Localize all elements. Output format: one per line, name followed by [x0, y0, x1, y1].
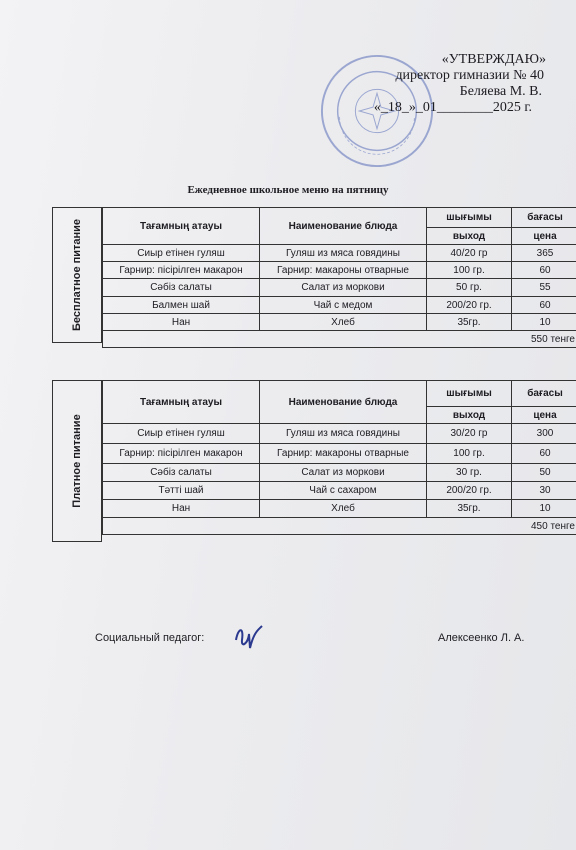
header-price-ru: цена [512, 407, 576, 424]
table-cell: Гарнир: макароны отварные [260, 262, 427, 279]
table-cell: Гуляш из мяса говядины [260, 424, 427, 444]
header-name-kz: Тағамның атауы [103, 208, 260, 245]
paid-menu-table [102, 380, 576, 535]
table-cell: 60 [512, 262, 576, 279]
handwritten-signature-icon [232, 620, 266, 654]
free-menu-total: 550 тенге [103, 331, 576, 348]
table-cell: 200/20 гр. [427, 482, 512, 500]
table-cell: 300 [512, 424, 576, 444]
table-cell: 30/20 гр [427, 424, 512, 444]
table-cell: 100 гр. [427, 262, 512, 279]
table-cell: 35гр. [427, 500, 512, 518]
approval-date: «_18_»_01________2025 г. [373, 100, 532, 115]
table-cell: Гарнир: макароны отварные [260, 444, 427, 464]
table-cell: Сиыр етінен гуляш [103, 245, 260, 262]
table-row [103, 482, 576, 500]
table-cell: Балмен шай [103, 297, 260, 314]
table-cell: 60 [512, 444, 576, 464]
table-cell: Чай с медом [260, 297, 427, 314]
total-row [103, 331, 576, 348]
paid-menu-block [52, 380, 576, 542]
table-cell: 365 [512, 245, 576, 262]
header-name-kz: Тағамның атауы [103, 381, 260, 424]
header-output-kz: шығымы [427, 208, 512, 228]
table-cell: Салат из моркови [260, 464, 427, 482]
paid-menu-total: 450 тенге [103, 518, 576, 535]
header-price-ru: цена [512, 228, 576, 245]
table-cell: Чай с сахаром [260, 482, 427, 500]
table-cell: 50 гр. [427, 279, 512, 297]
table-row [103, 262, 576, 279]
table-cell: 30 [512, 482, 576, 500]
total-row [103, 518, 576, 535]
signature-role: Социальный педагог: [95, 632, 205, 644]
table-cell: Сиыр етінен гуляш [103, 424, 260, 444]
table-cell: 35гр. [427, 314, 512, 331]
table-cell: Сәбіз салаты [103, 464, 260, 482]
free-menu-table [102, 207, 576, 348]
approval-heading: «УТВЕРЖДАЮ» [441, 52, 546, 67]
table-cell: 50 [512, 464, 576, 482]
header-price-kz: бағасы [512, 208, 576, 228]
table-cell: 60 [512, 297, 576, 314]
table-cell: 40/20 гр [427, 245, 512, 262]
table-cell: Нан [103, 500, 260, 518]
table-cell: Сәбіз салаты [103, 279, 260, 297]
table-row [103, 297, 576, 314]
table-row [103, 245, 576, 262]
approval-name: Беляева М. В. [459, 84, 542, 99]
table-cell: Гарнир: пісірілген макарон [103, 262, 260, 279]
table-cell: Тәтті шай [103, 482, 260, 500]
table-row [103, 464, 576, 482]
paid-menu-side-label: Платное питание [52, 380, 102, 542]
header-output-ru: выход [427, 407, 512, 424]
table-cell: 100 гр. [427, 444, 512, 464]
table-row [103, 279, 576, 297]
table-cell: 200/20 гр. [427, 297, 512, 314]
table-cell: 10 [512, 314, 576, 331]
table-cell: 55 [512, 279, 576, 297]
table-cell: 10 [512, 500, 576, 518]
header-name-ru: Наименование блюда [260, 208, 427, 245]
header-name-ru: Наименование блюда [260, 381, 427, 424]
signature-name: Алексеенко Л. А. [438, 632, 525, 644]
header-output-ru: выход [427, 228, 512, 245]
header-output-kz: шығымы [427, 381, 512, 407]
table-row [103, 424, 576, 444]
table-cell: Хлеб [260, 314, 427, 331]
table-cell: Гуляш из мяса говядины [260, 245, 427, 262]
table-row [103, 500, 576, 518]
table-cell: Салат из моркови [260, 279, 427, 297]
table-cell: Хлеб [260, 500, 427, 518]
approval-block [350, 52, 560, 116]
table-cell: Нан [103, 314, 260, 331]
table-row [103, 444, 576, 464]
table-row [103, 314, 576, 331]
approval-position: директор гимназии № 40 [395, 68, 544, 83]
page-title: Ежедневное школьное меню на пятницу [187, 184, 389, 196]
header-price-kz: бағасы [512, 381, 576, 407]
table-cell: 30 гр. [427, 464, 512, 482]
table-cell: Гарнир: пісірілген макарон [103, 444, 260, 464]
free-menu-block [52, 207, 576, 343]
free-menu-side-label: Бесплатное питание [52, 207, 102, 343]
